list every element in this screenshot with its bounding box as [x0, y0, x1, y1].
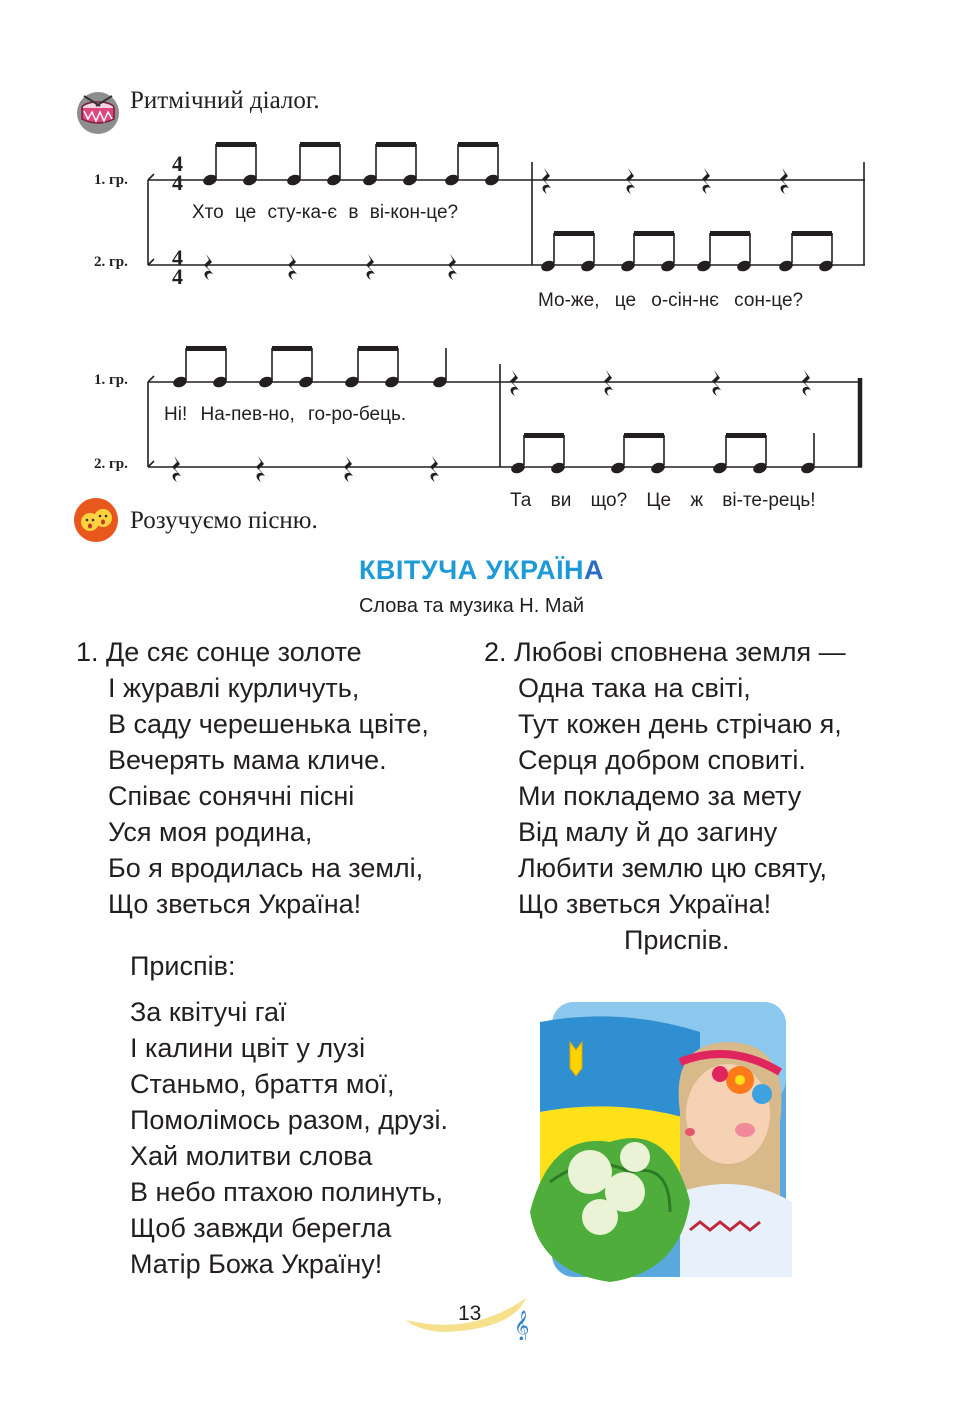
verse-line: Співає сонячні пісні: [108, 781, 355, 811]
group2-label-2: 2. гр.: [94, 456, 128, 472]
singing-faces-icon: [74, 498, 118, 542]
verse-1: [76, 634, 429, 922]
verse-line: І журавлі курличуть,: [108, 673, 360, 703]
lyric-line2-g1: Ні! На-пев-но, го-ро-бець.: [164, 404, 407, 425]
verse-line: Серця добром сповиті.: [518, 745, 806, 775]
group2-label: 2. гр.: [94, 254, 128, 270]
chorus-line: В небо птахою полинуть,: [130, 1177, 444, 1207]
chorus-label: Приспів:: [130, 951, 236, 981]
verse-line: Любити землю цю святу,: [518, 853, 827, 883]
verse-line: 1. Де сяє сонце золоте: [76, 637, 362, 667]
verse-line: Ми покладемо за мету: [518, 781, 802, 811]
verse-line: Уся моя родина,: [108, 817, 313, 847]
verse-line: Одна така на світі,: [518, 673, 751, 703]
lyric-line1-g2: Мо-же, це о-сін-нє сон-це?: [538, 290, 804, 311]
chorus-line: Станьмо, браття мої,: [130, 1069, 395, 1099]
chorus-line: Щоб завжди берегла: [130, 1213, 392, 1243]
verse-line: Що зветься Україна!: [518, 889, 772, 919]
lyric-line2-g2: Та ви що? Це ж ві-те-рець!: [510, 490, 816, 511]
verse-line: Тут кожен день стрічаю я,: [518, 709, 842, 739]
girl-with-flag-illustration: [530, 1002, 810, 1297]
verse-line: В саду черешенька цвіте,: [108, 709, 429, 739]
lyric-line1-g1: Хто це сту-ка-є в ві-кон-це?: [192, 202, 459, 223]
group1-label-2: 1. гр.: [94, 372, 128, 388]
chorus-line: Хай молитви слова: [130, 1141, 373, 1171]
chorus-line: Помолімось разом, друзі.: [130, 1105, 449, 1135]
chorus: [130, 994, 448, 1282]
verse-line: Від малу й до загину: [518, 817, 778, 847]
verse-line: 2. Любові сповнена земля —: [484, 637, 846, 667]
chorus-line: І калини цвіт у лузі: [130, 1033, 366, 1063]
song-credits: Слова та музика Н. Май: [358, 595, 585, 617]
verse-line: Що зветься Україна!: [108, 889, 362, 919]
chorus-reference: Приспів.: [624, 925, 730, 955]
verse-line: Вечерять мама кличе.: [108, 745, 387, 775]
time-signature-g2: 4 4: [172, 245, 183, 289]
chorus-line: За квітучі гаї: [130, 997, 287, 1027]
group1-label: 1. гр.: [94, 172, 128, 188]
verse-line: Бо я вродилась на землі,: [108, 853, 424, 883]
rhythm-dialog-heading: Ритмічний діалог.: [130, 87, 320, 114]
svg-text:𝄞: 𝄞: [514, 1311, 530, 1340]
drum-icon: [74, 92, 122, 139]
page-number: 13: [458, 1302, 482, 1325]
chorus-line: Матір Божа Україну!: [130, 1249, 383, 1279]
song-title: КВІТУЧА УКРАЇНА: [358, 555, 605, 585]
time-signature-g1: 4 4: [172, 151, 183, 195]
learn-song-heading: Розучуємо пісню.: [130, 507, 318, 534]
verse-2: [484, 634, 846, 958]
